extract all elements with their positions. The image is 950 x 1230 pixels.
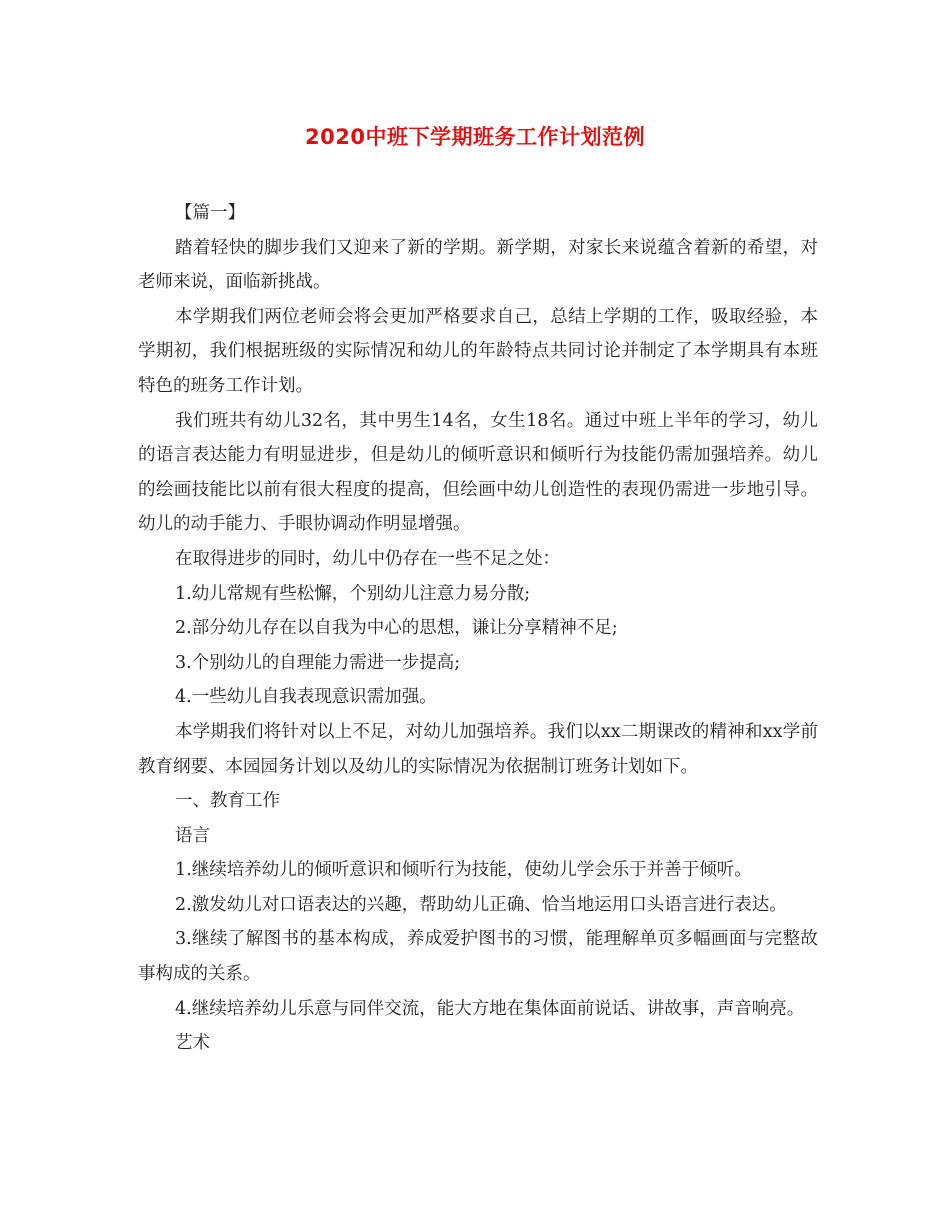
paragraph-intro: 踏着轻快的脚步我们又迎来了新的学期。新学期，对家长来说蕴含着新的希望，对老师来说，面临新挑战。	[138, 237, 818, 293]
paragraph-teachers-plan: 本学期我们两位老师会将会更加严格要求自己，总结上学期的工作，吸取经验，本学期初，我们根据班级的实际情况和幼儿的年龄特点共同讨论并制定了本学期具有本班特色的班务工作计划。	[138, 306, 818, 396]
section-heading-part-one: 【篇一】	[175, 203, 245, 223]
paragraph-shortcomings-intro: 在取得进步的同时，幼儿中仍存在一些不足之处：	[175, 548, 560, 569]
list-item-language-2: 2.激发幼儿对口语表达的兴趣，帮助幼儿正确、恰当地运用口头语言进行表达。	[175, 894, 787, 915]
list-item-shortcoming-2: 2.部分幼儿存在以自我为中心的思想，谦让分享精神不足;	[175, 618, 618, 639]
list-item-language-1: 1.继续培养幼儿的倾听意识和倾听行为技能，使幼儿学会乐于并善于倾听。	[175, 860, 752, 881]
list-item-language-3: 3.继续了解图书的基本构成，养成爱护图书的习惯，能理解单页多幅画面与完整故事构成的关系。	[138, 929, 818, 985]
paragraph-class-status: 我们班共有幼儿32名，其中男生14名，女生18名。通过中班上半年的学习，幼儿的语言表达能力有明显进步，但是幼儿的倾听意识和倾听行为技能仍需加强培养。幼儿的绘画技能比以前有很大程度的提高，但绘画中幼儿创造性的表现仍需进一步地引导。幼儿的动手能力、手眼协调动作明显增强。	[138, 410, 818, 535]
section-heading-education: 一、教育工作	[175, 791, 280, 812]
subheading-language: 语言	[175, 825, 210, 846]
document-title: 2020中班下学期班务工作计划范例	[305, 125, 645, 149]
paragraph-plan-basis: 本学期我们将针对以上不足，对幼儿加强培养。我们以xx二期课改的精神和xx学前教育纲要、本园园务计划以及幼儿的实际情况为依据制订班务计划如下。	[138, 721, 818, 777]
list-item-shortcoming-1: 1.幼儿常规有些松懈，个别幼儿注意力易分散;	[175, 583, 531, 604]
list-item-language-4: 4.继续培养幼儿乐意与同伴交流，能大方地在集体面前说话、讲故事，声音响亮。	[175, 998, 805, 1019]
document-body	[138, 196, 818, 1061]
list-item-shortcoming-4: 4.一些幼儿自我表现意识需加强。	[175, 687, 437, 708]
subheading-art: 艺术	[175, 1033, 210, 1054]
list-item-shortcoming-3: 3.个别幼儿的自理能力需进一步提高;	[175, 652, 461, 673]
